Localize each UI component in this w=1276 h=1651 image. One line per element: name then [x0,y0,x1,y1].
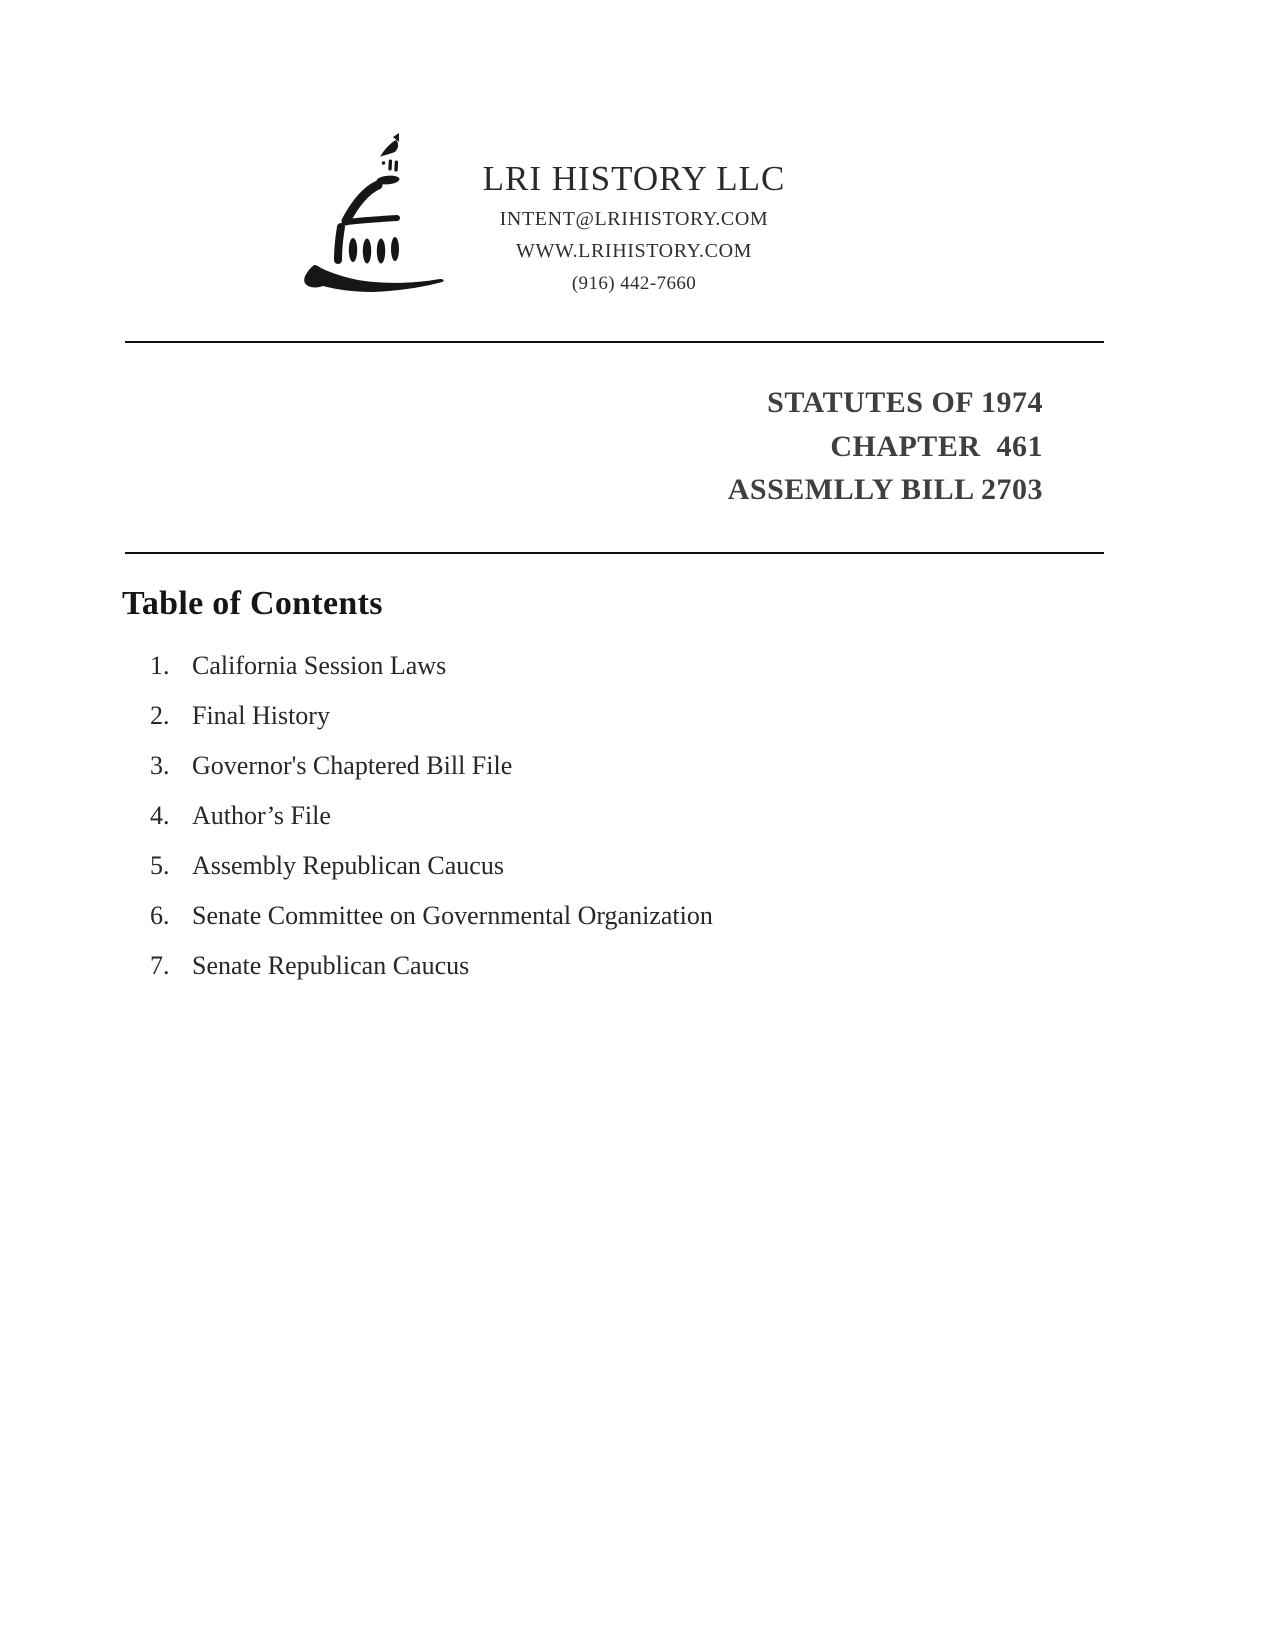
toc-title: Table of Contents [122,585,383,622]
toc-item-number: 5. [150,851,170,880]
horizontal-rule-top [125,341,1104,343]
toc-item-number: 3. [150,751,170,780]
statutes-line: STATUTES OF 1974 [767,386,1043,419]
toc-item [150,691,713,741]
toc-item [150,941,713,991]
capitol-dome-logo-icon [293,120,453,295]
toc-item-label: Author’s File [192,801,331,830]
toc-item [150,641,713,691]
assembly-bill-line: ASSEMLLY BILL 2703 [727,473,1043,506]
toc-item-number: 7. [150,951,170,980]
company-email: INTENT@LRIHISTORY.COM [499,208,769,230]
toc-item-label: Governor's Chaptered Bill File [192,751,513,780]
chapter-line: CHAPTER 461 [830,429,1043,463]
toc-item-label: Assembly Republican Caucus [192,851,504,880]
toc-item-label: Final History [192,701,330,730]
toc-item [150,791,713,841]
toc-item-label: California Session Laws [192,651,447,680]
toc-item-number: 4. [150,801,170,830]
toc-item [150,741,713,791]
horizontal-rule-bottom [125,552,1104,554]
toc-item-number: 6. [150,901,170,930]
toc-item-label: Senate Committee on Governmental Organization [192,901,713,930]
company-name: LRI HISTORY LLC [482,159,786,198]
toc-item [150,841,713,891]
toc-item-number: 1. [150,651,170,680]
toc-item [150,891,713,941]
toc-item-label: Senate Republican Caucus [192,951,470,980]
company-website: WWW.LRIHISTORY.COM [515,240,752,262]
company-phone: (916) 442-7660 [571,273,697,294]
toc-list [150,641,713,991]
bill-reference-block [728,381,1043,512]
toc-item-number: 2. [150,701,170,730]
